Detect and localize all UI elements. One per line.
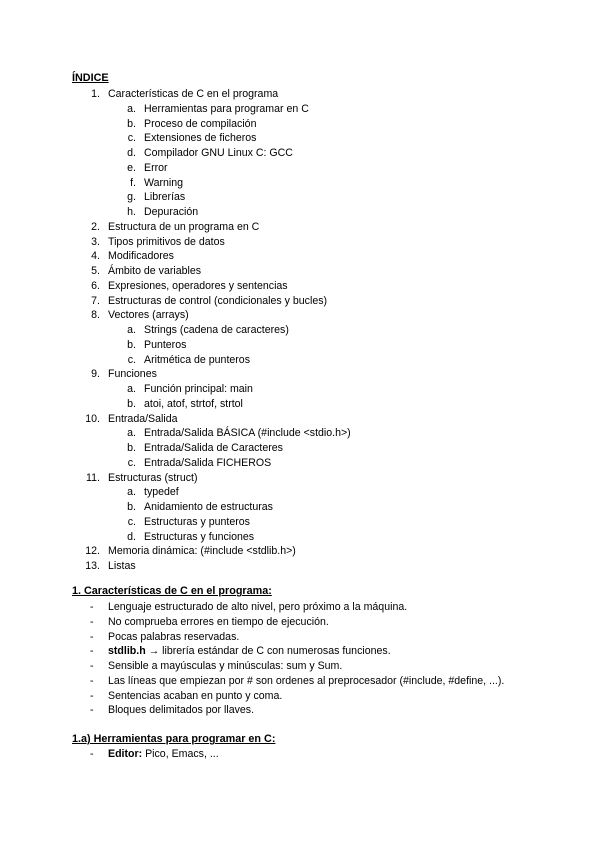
index-subitem-letter: c. [127, 515, 136, 528]
index-subitem-letter: d. [127, 530, 136, 543]
index-subitem-letter: a. [127, 102, 136, 115]
index-subitem-letter: b. [127, 501, 136, 513]
bullet-dash: - [90, 674, 94, 687]
section-1a-title: 1.a) Herramientas para programar en C: [72, 733, 276, 745]
index-item-label: Tipos primitivos de datos [108, 235, 225, 248]
index-item-number: 13. [85, 560, 100, 572]
index-item-label: Estructuras de control (condicionales y bucles) [108, 294, 328, 307]
index-subitem-label: Warning [144, 176, 184, 189]
section-1-bullet-text [108, 615, 329, 629]
bullet-dash: - [90, 601, 94, 613]
index-title: ÍNDICE [72, 72, 109, 84]
index-subitem-label: Estructuras y punteros [144, 515, 250, 528]
index-subitem-label: typedef [144, 486, 179, 499]
bullet-dash: - [90, 748, 94, 760]
index-subitem-letter: a. [127, 383, 136, 395]
bullet-body: Las líneas que empiezan por # son ordenes al preprocesador (#include, #define, ...). [108, 674, 505, 687]
index-item-number: 8. [91, 309, 100, 322]
index-subitem-letter: a. [127, 486, 136, 499]
bullet-body: Sensible a mayúsculas y minúsculas: sum y Sum. [108, 660, 343, 672]
index-subitem-label: Función principal: main [144, 383, 253, 395]
index-item-number: 11. [86, 471, 100, 484]
index-item-number: 12. [85, 545, 100, 558]
index-subitem-label: Herramientas para programar en C [144, 102, 309, 115]
bullet-dash: - [90, 689, 94, 702]
index-item-label: Características de C en el programa [108, 88, 279, 100]
section-1-bullet-text [108, 644, 391, 658]
index-item-label: Vectores (arrays) [108, 309, 189, 322]
index-item-number: 5. [91, 265, 100, 277]
index-item-number: 4. [91, 250, 100, 263]
bullet-bold-term: Editor: [108, 748, 143, 760]
index-subitem-letter: c. [127, 132, 136, 145]
bullet-body: → librería estándar de C con numerosas funciones. [145, 645, 391, 658]
index-item-number: 3. [91, 235, 100, 248]
index-subitem-label: Anidamiento de estructuras [144, 501, 273, 513]
index-subitem-letter: c. [127, 353, 136, 366]
index-subitem-letter: c. [127, 456, 136, 469]
index-subitem-label: Librerías [144, 191, 186, 204]
section-1-bullet-text [108, 600, 407, 614]
index-subitem-label: Entrada/Salida BÁSICA (#include <stdio.h>) [144, 427, 351, 440]
bullet-body: Pico, Emacs, ... [142, 748, 219, 760]
index-subitem-letter: f. [130, 176, 136, 189]
bullet-dash: - [90, 704, 94, 717]
bullet-dash: - [90, 660, 94, 672]
index-subitem-letter: a. [127, 427, 136, 440]
index-subitem-label: Error [144, 161, 168, 174]
index-item-number: 9. [91, 368, 100, 381]
index-item-number: 2. [91, 220, 100, 233]
bullet-body: Sentencias acaban en punto y coma. [108, 689, 283, 702]
bullet-bold-term: stdlib.h [108, 645, 146, 658]
index-item-number: 6. [91, 279, 100, 292]
bullet-body: Lenguaje estructurado de alto nivel, pero próximo a la máquina. [108, 601, 408, 613]
index-item-label: Expresiones, operadores y sentencias [108, 279, 288, 292]
index-item-number: 1. [91, 88, 100, 100]
index-item-number: 7. [91, 294, 100, 307]
index-item-label: Estructuras (struct) [108, 471, 198, 484]
index-item-number: 10. [85, 412, 100, 425]
section-1a-bullet-text [108, 747, 219, 761]
index-item-label: Entrada/Salida [108, 412, 178, 425]
index-subitem-label: Compilador GNU Linux C: GCC [144, 147, 293, 159]
index-item-label: Modificadores [108, 250, 174, 263]
bullet-body: Bloques delimitados por llaves. [108, 704, 255, 717]
index-item-label: Listas [108, 560, 136, 572]
index-item-label: Estructura de un programa en C [108, 220, 260, 233]
section-1-bullet-text [108, 630, 239, 644]
index-subitem-letter: g. [127, 191, 136, 204]
index-subitem-label: Proceso de compilación [144, 117, 257, 130]
bullet-body: Pocas palabras reservadas. [108, 630, 240, 643]
index-subitem-letter: a. [127, 324, 136, 336]
index-subitem-letter: d. [127, 147, 136, 159]
index-subitem-label: Strings (cadena de caracteres) [144, 324, 289, 336]
index-subitem-letter: e. [127, 161, 136, 174]
bullet-dash: - [90, 615, 94, 628]
section-1-bullet-text [108, 659, 342, 673]
index-subitem-label: Entrada/Salida FICHEROS [144, 456, 272, 469]
index-subitem-label: Aritmética de punteros [144, 353, 250, 366]
section-1-bullet-text [108, 689, 282, 703]
index-subitem-label: Depuración [144, 206, 199, 218]
index-subitem-letter: b. [127, 338, 136, 351]
index-subitem-label: atoi, atof, strtof, strtol [144, 397, 243, 410]
index-item-label: Funciones [108, 368, 157, 381]
index-subitem-letter: b. [127, 117, 136, 130]
section-1-bullet-text [108, 703, 254, 717]
bullet-dash: - [90, 630, 94, 643]
index-subitem-label: Extensiones de ficheros [144, 132, 257, 145]
index-subitem-label: Entrada/Salida de Caracteres [144, 442, 283, 454]
index-subitem-label: Estructuras y funciones [144, 530, 255, 543]
index-item-label: Ámbito de variables [108, 265, 202, 277]
index-subitem-letter: b. [127, 397, 136, 410]
index-subitem-label: Punteros [144, 338, 187, 351]
bullet-dash: - [90, 645, 94, 658]
section-1-bullet-text [108, 674, 504, 688]
index-item-label: Memoria dinámica: (#include <stdlib.h>) [108, 545, 296, 558]
bullet-body: No comprueba errores en tiempo de ejecución. [108, 615, 329, 628]
section-1-title: 1. Características de C en el programa: [72, 585, 272, 597]
index-subitem-letter: h. [127, 206, 136, 218]
index-subitem-letter: b. [127, 442, 136, 454]
